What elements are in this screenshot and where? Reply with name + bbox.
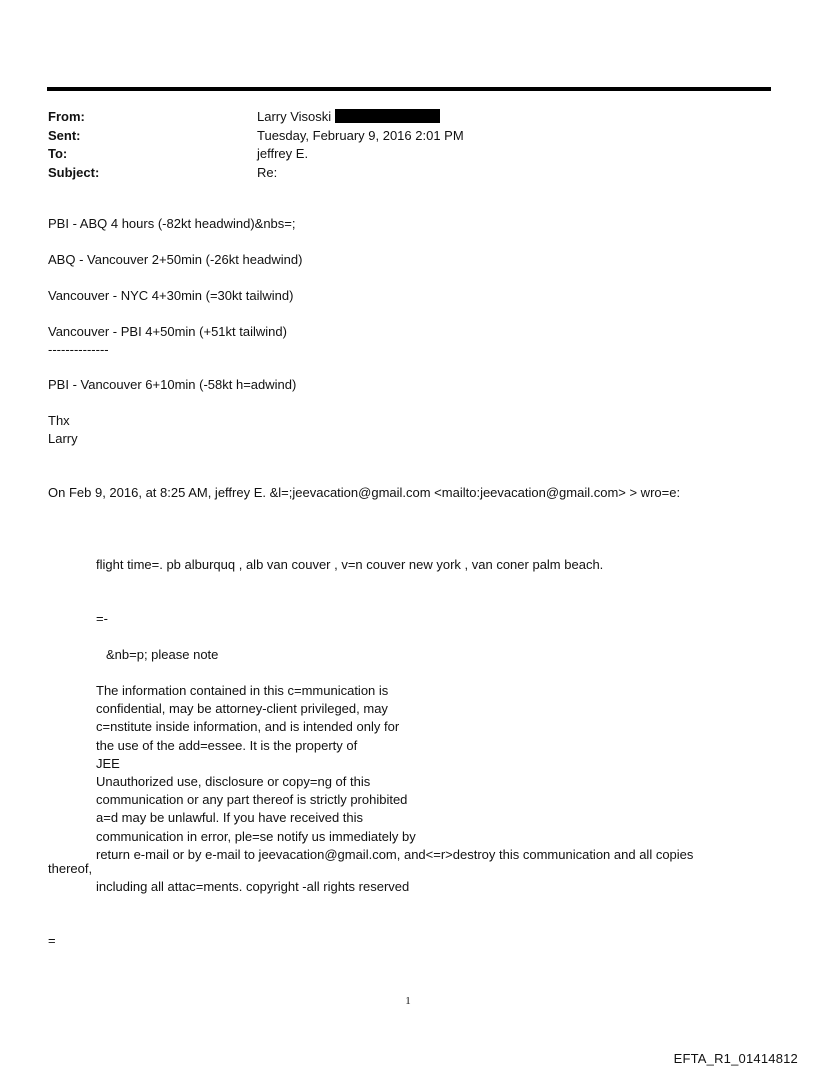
disclaimer-line: the use of the add=essee. It is the property of — [96, 737, 358, 753]
disclaimer-line: The information contained in this c=mmunication is — [96, 683, 389, 698]
flight-line-1: PBI - ABQ 4 hours (-82kt headwind)&nbs=; — [48, 216, 296, 231]
disclaimer-line: communication or any part thereof is strictly prohibited — [96, 792, 408, 808]
from-label: From: — [48, 109, 85, 124]
flight-line-5: PBI - Vancouver 6+10min (-58kt h=adwind) — [48, 377, 297, 392]
separator-line: -------------- — [48, 342, 109, 357]
from-name: Larry Visoski — [257, 109, 332, 124]
to-label: To: — [48, 146, 68, 161]
bates-number: EFTA_R1_01414812 — [673, 1051, 798, 1066]
disclaimer-line: JEE — [96, 755, 120, 771]
disclaimer-line: communication in error, ple=se notify us immediately by — [96, 828, 416, 844]
signature-name: Larry — [48, 431, 78, 446]
subject-label: Subject: — [48, 164, 100, 180]
from-value — [257, 108, 440, 127]
disclaimer-line: return e-mail or by e-mail to jeevacation@gmail.com, and<=r>destroy this communication and all copies — [96, 846, 694, 862]
disclaimer-block — [96, 682, 693, 864]
page-number: 1 — [405, 995, 411, 1007]
quoted-flight-line: flight time=. pb alburquq , alb van couver , v=n couver new york , van coner palm beach. — [96, 557, 604, 572]
quote-intro: On Feb 9, 2016, at 8:25 AM, jeffrey E. &l=;jeevacation@gmail.com <mailto:jeevacation@gmail.com> > wro=e: — [48, 485, 681, 500]
disclaimer-last-line: including all attac=ments. copyright -all rights reserved — [96, 879, 410, 894]
disclaimer-line: Unauthorized use, disclosure or copy=ng of this — [96, 774, 371, 790]
sent-value: Tuesday, February 9, 2016 2:01 PM — [257, 127, 464, 143]
flight-line-4: Vancouver - PBI 4+50min (+51kt tailwind) — [48, 324, 287, 339]
disclaimer-line: c=nstitute inside information, and is intended only for — [96, 719, 400, 735]
sent-label: Sent: — [48, 127, 81, 143]
disclaimer-wrap: thereof, — [48, 861, 93, 876]
subject-value: Re: — [257, 164, 278, 180]
please-note: &nb=p; please note — [106, 647, 219, 662]
thanks-text: Thx — [48, 413, 70, 428]
trailing-eq: = — [48, 933, 56, 948]
flight-line-2: ABQ - Vancouver 2+50min (-26kt headwind) — [48, 252, 303, 267]
header-rule — [47, 87, 771, 91]
quoted-eq: =- — [96, 611, 108, 626]
to-value: jeffrey E. — [257, 146, 309, 161]
flight-line-3: Vancouver - NYC 4+30min (=30kt tailwind) — [48, 288, 294, 303]
disclaimer-line: a=d may be unlawful. If you have received this — [96, 810, 364, 826]
disclaimer-line: confidential, may be attorney-client privileged, may — [96, 701, 388, 717]
redaction-box — [335, 109, 440, 123]
